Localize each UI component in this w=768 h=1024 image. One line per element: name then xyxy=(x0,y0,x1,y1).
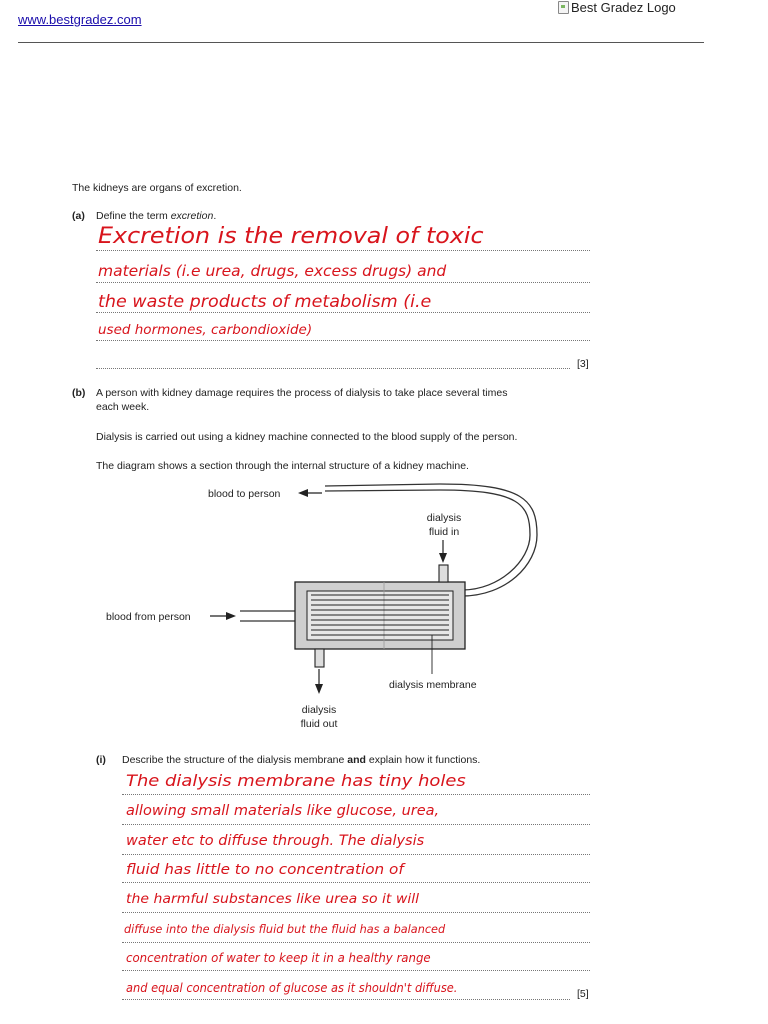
part-i-prompt xyxy=(122,754,480,767)
part-a-prompt-suffix: . xyxy=(213,210,217,222)
handwritten-answer-line: the waste products of metabolism (i.e xyxy=(98,292,432,312)
handwritten-answer-line: and equal concentration of glucose as it shouldn't diffuse. xyxy=(126,981,458,995)
part-i-prompt-bold: and xyxy=(347,754,366,766)
fluid-in-port xyxy=(439,565,448,582)
logo-alt-text: Best Gradez Logo xyxy=(571,0,676,15)
handwritten-answer-line: water etc to diffuse through. The dialysis xyxy=(126,833,425,849)
fluid-chamber xyxy=(307,591,453,640)
answer-line xyxy=(122,794,590,795)
handwritten-answer-line: The dialysis membrane has tiny holes xyxy=(126,771,466,790)
answer-line xyxy=(122,999,570,1000)
label-dialysis-membrane: dialysis membrane xyxy=(389,679,477,691)
question-intro: The kidneys are organs of excretion. xyxy=(72,182,242,194)
fluid-out-arrow-head xyxy=(315,684,323,694)
part-a-label: (a) xyxy=(72,210,85,222)
answer-line xyxy=(122,942,590,943)
fluid-in-arrow-head xyxy=(439,553,447,563)
part-b-text-1b: each week. xyxy=(96,401,150,413)
return-tube-outer xyxy=(325,490,530,590)
blood-from-person-arrow-head xyxy=(226,612,236,620)
handwritten-answer-line: used hormones, carbondioxide) xyxy=(98,322,313,338)
handwritten-answer-line: materials (i.e urea, drugs, excess drugs) and xyxy=(98,262,447,280)
answer-line xyxy=(122,854,590,855)
handwritten-answer-line: allowing small materials like glucose, urea, xyxy=(126,803,440,819)
part-a-marks: [3] xyxy=(577,358,589,370)
answer-line xyxy=(122,824,590,825)
label-fluid-in-1: dialysis xyxy=(426,512,462,524)
label-blood-to-person: blood to person xyxy=(208,488,281,500)
fluid-out-port xyxy=(315,649,324,667)
blood-to-person-arrow-head xyxy=(298,489,308,497)
answer-line xyxy=(122,882,590,883)
part-b-text-3: The diagram shows a section through the internal structure of a kidney machine. xyxy=(96,460,469,472)
handwritten-answer-line: the harmful substances like urea so it will xyxy=(126,892,420,907)
part-i-label: (i) xyxy=(96,754,106,766)
handwritten-answer-line: fluid has little to no concentration of xyxy=(126,862,404,878)
label-blood-from-person: blood from person xyxy=(106,611,191,623)
label-fluid-out-2: fluid out xyxy=(300,718,338,730)
part-b-text-2: Dialysis is carried out using a kidney machine connected to the blood supply of the person. xyxy=(96,431,518,443)
site-link[interactable]: www.bestgradez.com xyxy=(18,12,142,27)
part-a-prompt-prefix: Define the term xyxy=(96,210,171,222)
part-i-prompt-prefix: Describe the structure of the dialysis membrane xyxy=(122,754,348,766)
label-fluid-in-2: fluid in xyxy=(428,526,460,538)
part-a-prompt-term: excretion xyxy=(170,210,214,222)
answer-line xyxy=(122,970,590,971)
return-tube-inner xyxy=(325,484,537,596)
part-i-prompt-suffix: explain how it functions. xyxy=(365,754,481,766)
part-b-label: (b) xyxy=(72,387,86,399)
part-i-marks: [5] xyxy=(577,988,589,1000)
label-fluid-out-1: dialysis xyxy=(301,704,337,716)
part-b-text-1a: A person with kidney damage requires the process of dialysis to take place several times xyxy=(96,387,508,399)
handwritten-answer-line: diffuse into the dialysis fluid but the fluid has a balanced xyxy=(124,922,446,936)
answer-line xyxy=(122,912,590,913)
handwritten-answer-line: Excretion is the removal of toxic xyxy=(98,224,484,249)
handwritten-answer-line: concentration of water to keep it in a healthy range xyxy=(126,951,431,965)
